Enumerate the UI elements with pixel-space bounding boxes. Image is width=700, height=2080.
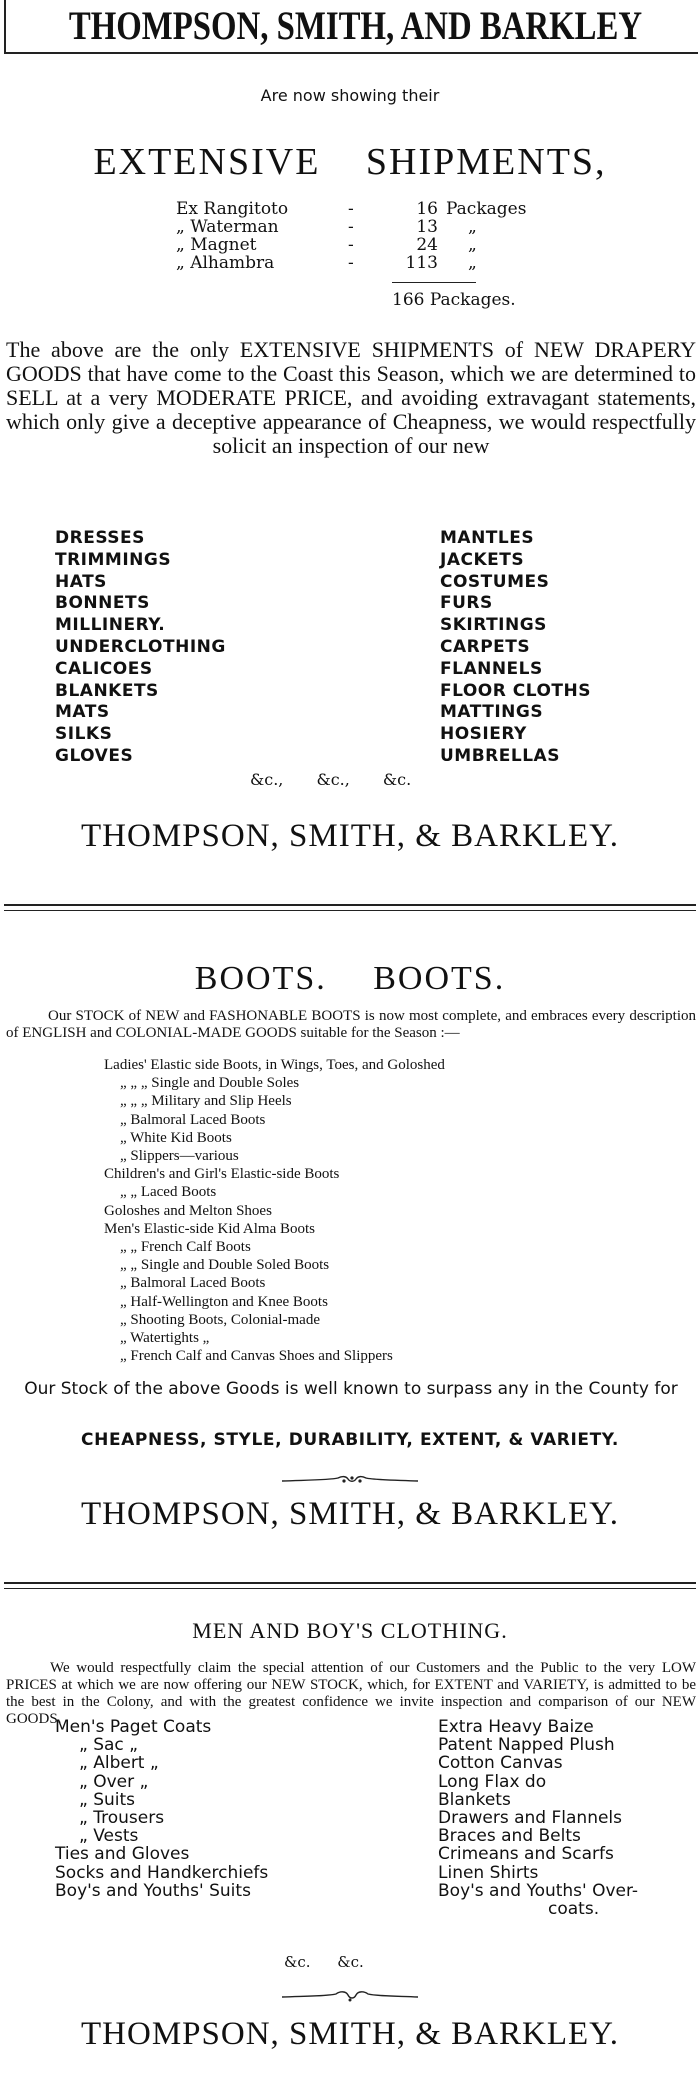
list-item: „ Balmoral Laced Boots [120, 1275, 266, 1292]
list-item: Blankets [438, 1789, 511, 1810]
advert-title: THOMPSON, SMITH, AND BARKLEY [4, 0, 698, 54]
list-item: BLANKETS [55, 680, 159, 701]
list-item: Goloshes and Melton Shoes [104, 1202, 272, 1219]
list-item: UMBRELLAS [440, 745, 560, 766]
list-item: „ „ „ Military and Slip Heels [120, 1093, 292, 1110]
list-item: Boy's and Youths' Suits [55, 1880, 251, 1901]
list-item: Patent Napped Plush [438, 1735, 615, 1756]
list-item: Ladies' Elastic side Boots, in Wings, Toes, and Goloshed [104, 1057, 445, 1073]
clothing-heading: MEN AND BOY'S CLOTHING. [192, 1618, 508, 1643]
subtitle: Are now showing their [260, 86, 440, 105]
shipment-row: „ Magnet - 24 „ [176, 235, 477, 255]
headline: EXTENSIVE SHIPMENTS, [93, 141, 607, 183]
list-item: „ „ French Calf Boots [120, 1239, 251, 1256]
list-item: HOSIERY [440, 724, 527, 745]
list-item: SILKS [55, 724, 113, 745]
section-divider [4, 1582, 696, 1589]
list-item: „ Trousers [79, 1808, 165, 1829]
boots-qualities: CHEAPNESS, STYLE, DURABILITY, EXTENT, & VARIETY. [81, 1430, 619, 1450]
boots-list [104, 1056, 445, 1365]
boots-intro: Our STOCK of NEW and FASHONABLE BOOTS is now most complete, and embraces every description of ENGLISH and COLONIAL-MADE GOODS suitable for the Season :— [6, 1008, 696, 1041]
boots-heading: BOOTS. BOOTS. [194, 960, 506, 997]
flourish-ornament [280, 1988, 420, 2004]
list-item: „ „ Laced Boots [120, 1184, 217, 1201]
list-item: Crimeans and Scarfs [438, 1844, 614, 1865]
shipments-total: 166 Packages. [392, 290, 516, 310]
total-rule [392, 282, 476, 283]
list-item: BONNETS [55, 593, 150, 614]
list-item: TRIMMINGS [55, 549, 172, 570]
list-item: „ French Calf and Canvas Shoes and Slippers [120, 1348, 393, 1365]
list-item: „ Vests [79, 1826, 139, 1847]
flourish-ornament [280, 1472, 420, 1488]
list-item: „ Watertights „ [120, 1330, 210, 1347]
list-item: Children's and Girl's Elastic-side Boots [104, 1166, 340, 1183]
list-item: „ Balmoral Laced Boots [120, 1111, 266, 1128]
clothing-etc: &c. &c. [284, 1953, 364, 1971]
list-item: DRESSES [55, 528, 145, 548]
list-item: „ Suits [79, 1789, 136, 1810]
drapery-list-right [440, 528, 591, 768]
list-item: Cotton Canvas [438, 1753, 563, 1774]
boots-stock-note: Our Stock of the above Goods is well known to surpass any in the County for [24, 1379, 678, 1399]
signature: THOMPSON, SMITH, & BARKLEY. [81, 1496, 619, 1532]
list-item: Extra Heavy Baize [438, 1717, 594, 1737]
drapery-list-left [55, 528, 226, 768]
intro-paragraph: The above are the only EXTENSIVE SHIPMENTS of NEW DRAPERY GOODS that have come to the Coast this Season, which we are determined to SELL at a very MODERATE PRICE, and avoiding extravagant statements, which only give a deceptive appearance of Cheapness, we would respectfully solicit an inspection of our new [6, 337, 696, 458]
shipment-row: „ Waterman - 13 „ [176, 217, 477, 237]
list-item: GLOVES [55, 745, 134, 766]
list-item: „ „ „ Single and Double Soles [120, 1075, 300, 1092]
list-item: FLOOR CLOTHS [440, 680, 591, 701]
signature: THOMPSON, SMITH, & BARKLEY. [81, 2016, 619, 2052]
list-item: Braces and Belts [438, 1826, 581, 1847]
shipment-row: „ Alhambra - 113 „ [176, 253, 477, 273]
shipments-table [176, 200, 526, 272]
list-item: „ „ Single and Double Soled Boots [120, 1257, 330, 1274]
list-item: Long Flax do [438, 1771, 547, 1792]
list-item: CARPETS [440, 636, 531, 657]
list-item: Linen Shirts [438, 1862, 539, 1883]
list-item: Ties and Gloves [55, 1844, 190, 1865]
list-item: Men's Elastic-side Kid Alma Boots [104, 1220, 316, 1237]
list-item: Drawers and Flannels [438, 1808, 623, 1829]
list-item: coats. [548, 1899, 600, 1920]
list-item: FURS [440, 593, 493, 614]
list-item: Boy's and Youths' Over- [438, 1880, 639, 1901]
list-item: COSTUMES [440, 571, 550, 592]
signature: THOMPSON, SMITH, & BARKLEY. [81, 818, 619, 854]
list-item: UNDERCLOTHING [55, 636, 226, 657]
list-item: MATS [55, 702, 110, 723]
list-item: HATS [55, 571, 107, 592]
list-item: „ Sac „ [79, 1735, 138, 1756]
clothing-list-right [438, 1718, 638, 1918]
list-item: „ White Kid Boots [120, 1129, 232, 1146]
section-divider [4, 904, 696, 911]
list-item: „ Half-Wellington and Knee Boots [120, 1293, 328, 1310]
list-item: „ Shooting Boots, Colonial-made [120, 1311, 320, 1328]
clothing-list-left [55, 1718, 268, 1900]
list-item: MANTLES [440, 528, 535, 548]
list-item: SKIRTINGS [440, 615, 547, 636]
list-item: CALICOES [55, 658, 153, 679]
list-item: JACKETS [440, 549, 525, 570]
list-item: „ Albert „ [79, 1753, 159, 1774]
list-item: MILLINERY. [55, 615, 166, 636]
list-item: „ Slippers—various [120, 1148, 239, 1165]
list-item: MATTINGS [440, 702, 544, 723]
drapery-etc: &c., &c., &c. [250, 770, 412, 789]
shipment-row: Ex Rangitoto - 16 Packages [176, 199, 527, 219]
list-item: „ Over „ [79, 1771, 149, 1792]
clothing-intro: We would respectfully claim the special attention of our Customers and the Public to the very LOW PRICES at which we are now offering our NEW STOCK, which, for EXTENT and VARIETY, is admitted to be the best in the Colony, and with the greatest confidence we invite inspection and comparison of our NEW GOODS. [6, 1660, 696, 1727]
list-item: FLANNELS [440, 658, 543, 679]
list-item: Men's Paget Coats [55, 1717, 212, 1737]
list-item: Socks and Handkerchiefs [55, 1862, 269, 1883]
